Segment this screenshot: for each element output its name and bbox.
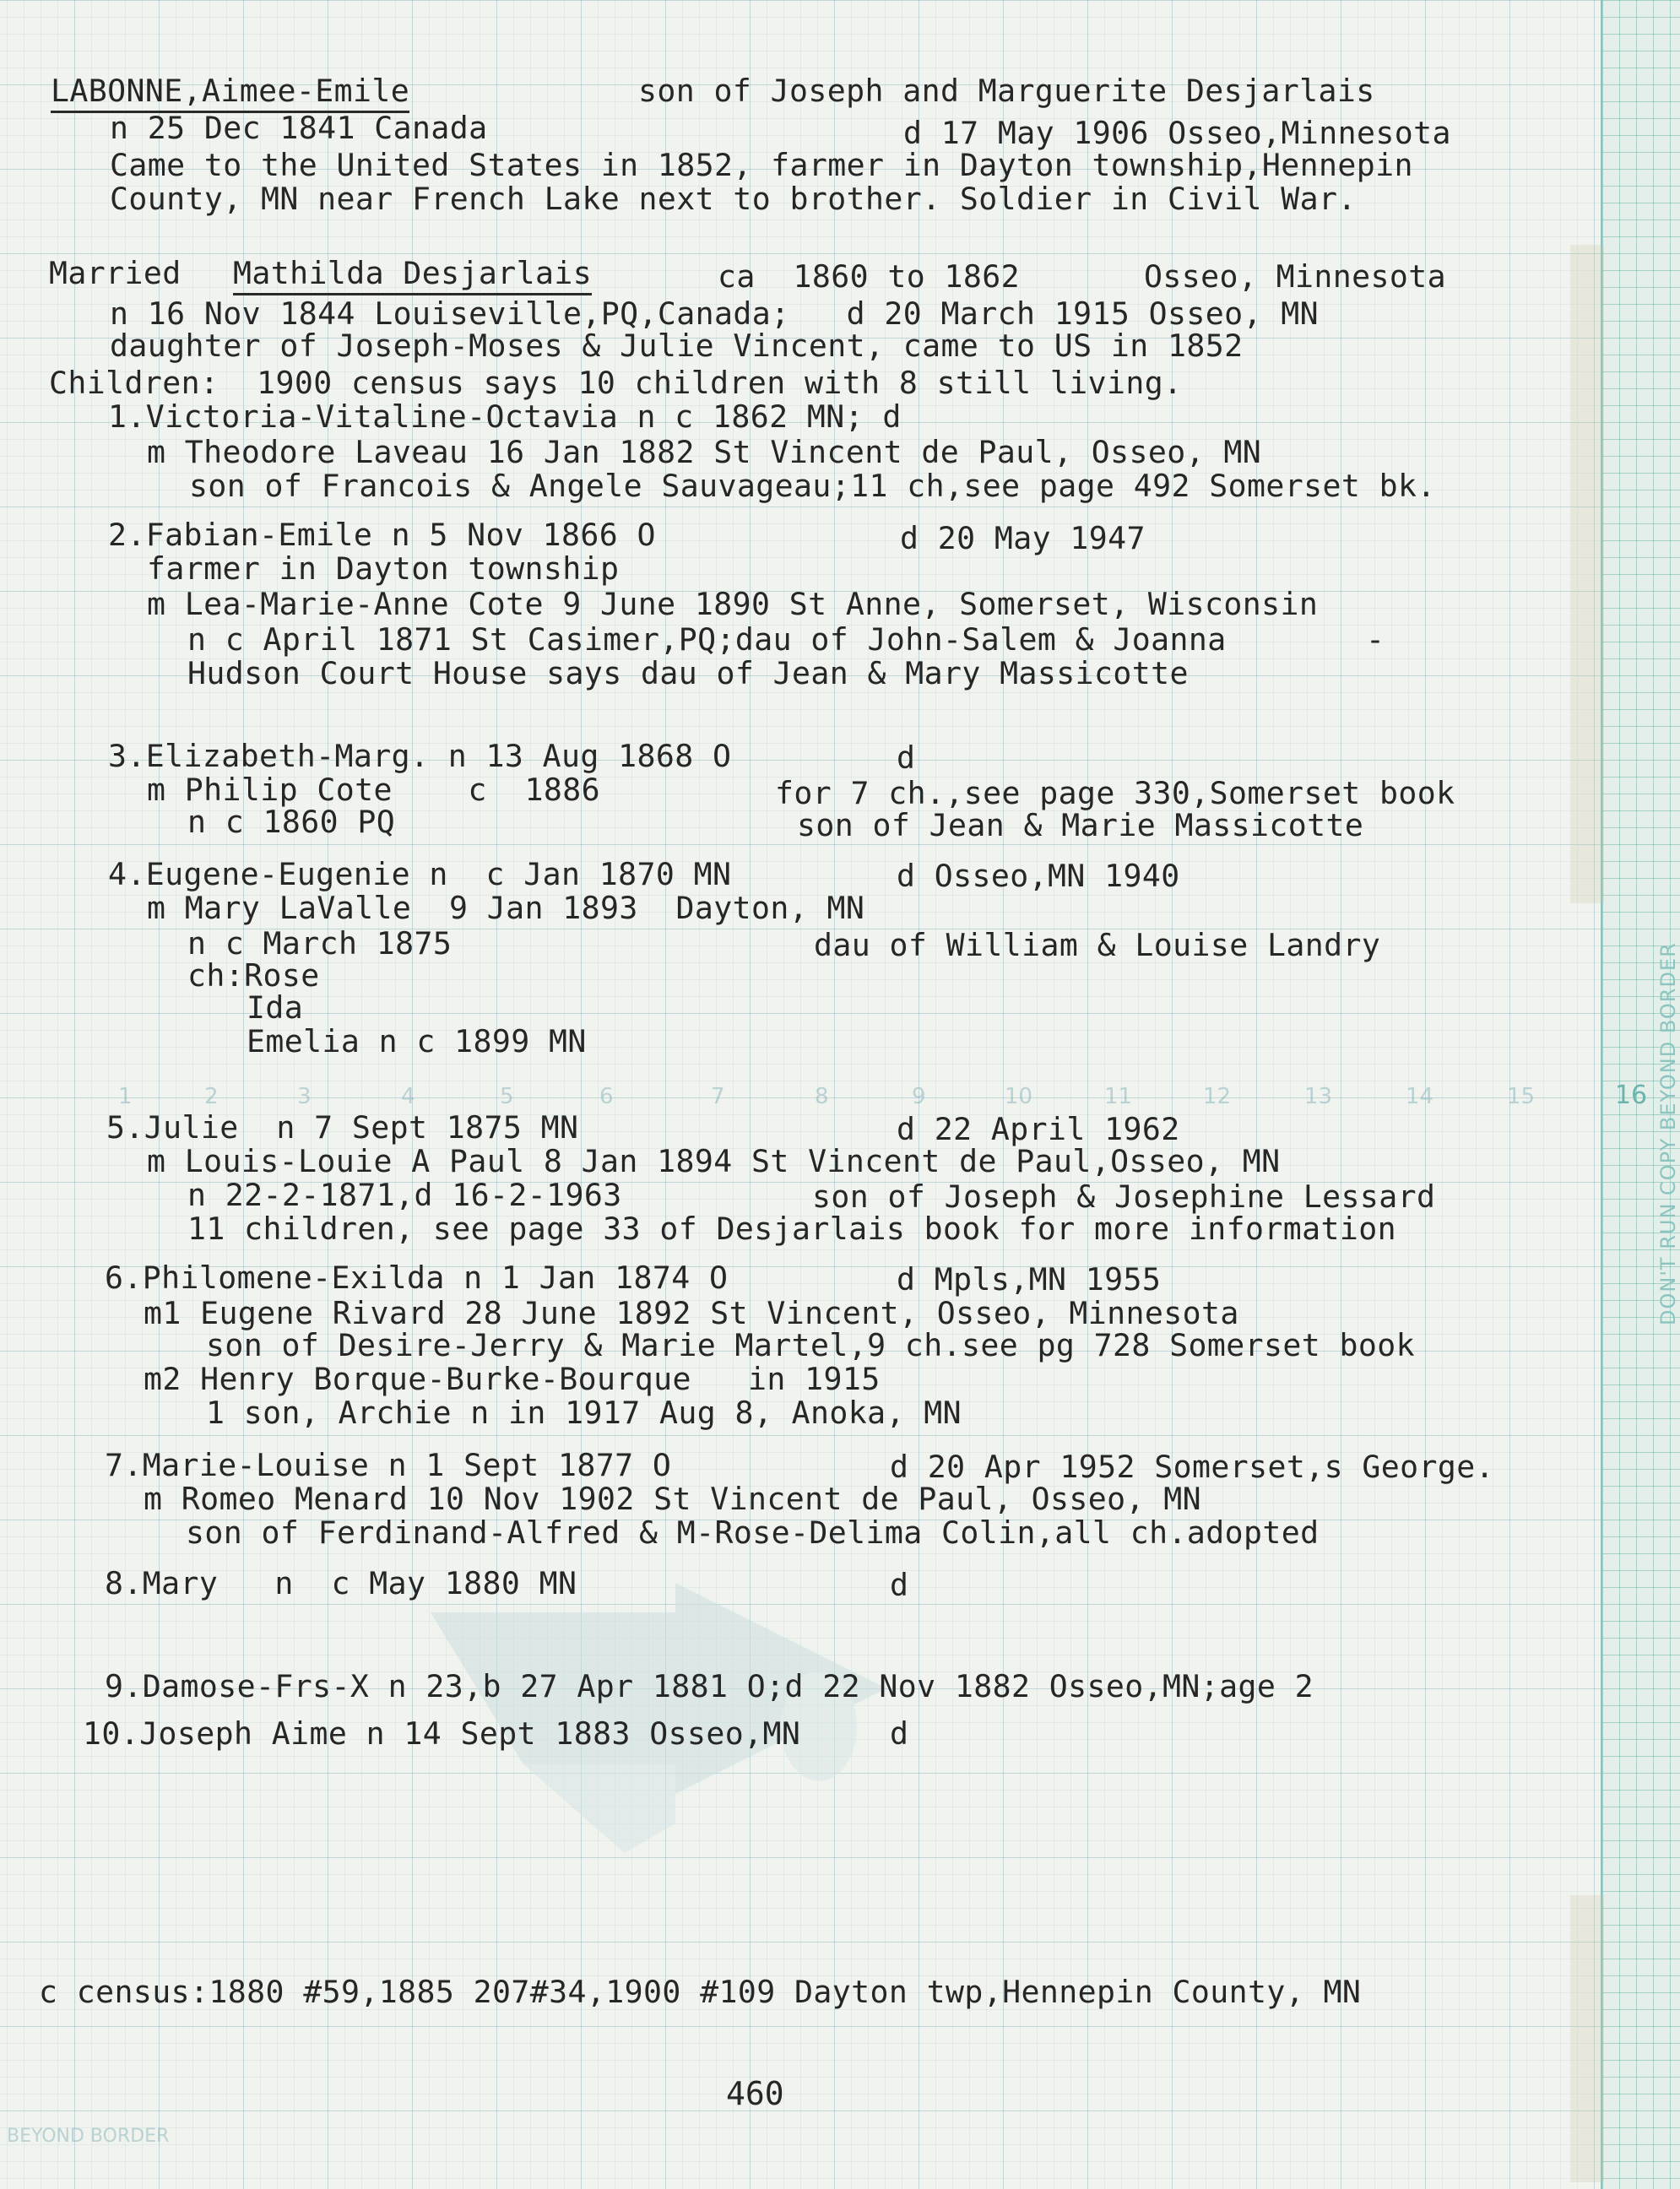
spouse-birth-death: n 16 Nov 1844 Louiseville,PQ,Canada; d 20 March 1915 Osseo, MN: [110, 295, 1319, 332]
child-entry-line: m Louis-Louie A Paul 8 Jan 1894 St Vincent de Paul,Osseo, MN: [147, 1143, 1281, 1179]
margin-shade: [1570, 1895, 1604, 2182]
child-entry-line: ch:Rose: [187, 957, 320, 994]
child-entry-line: Hudson Court House says dau of Jean & Mary Massicotte: [187, 655, 1189, 691]
child-entry-note: for 7 ch.,see page 330,Somerset book: [775, 775, 1455, 811]
ruler-number: 14: [1406, 1084, 1434, 1109]
child-entry-line: 8.Mary n c May 1880 MN: [105, 1565, 577, 1601]
child-death: d: [897, 740, 916, 776]
child-entry-line: n 22-2-1871,d 16-2-1963: [187, 1177, 622, 1213]
ruler-number: 3: [297, 1084, 312, 1109]
page-number: 460: [726, 2075, 784, 2112]
child-entry-line: 7.Marie-Louise n 1 Sept 1877 O: [105, 1447, 672, 1483]
ruler-numbers: [0, 1084, 1596, 1109]
child-entry-line: son of Desire-Jerry & Marie Martel,9 ch.see pg 728 Somerset book: [206, 1327, 1415, 1363]
child-entry-line: n c April 1871 St Casimer,PQ;dau of John-Salem & Joanna: [187, 621, 1227, 658]
ruler-number: 11: [1104, 1084, 1133, 1109]
person-parents: son of Joseph and Marguerite Desjarlais: [638, 73, 1375, 109]
ruler-number: 2: [204, 1084, 219, 1109]
ruler-number: 7: [711, 1084, 725, 1109]
child-entry-line: 4.Eugene-Eugenie n c Jan 1870 MN: [108, 856, 732, 892]
margin-warning-text: DON'T RUN COPY BEYOND BORDER: [1656, 942, 1680, 1325]
person-name: LABONNE,Aimee-Emile: [51, 73, 409, 113]
child-entry-line: n c 1860 PQ: [187, 804, 396, 840]
child-entry-line: n c March 1875: [187, 925, 453, 962]
child-entry-note: son of Jean & Marie Massicotte: [797, 807, 1364, 843]
child-entry-line: farmer in Dayton township: [147, 550, 620, 587]
marriage-label: Married: [49, 255, 182, 291]
child-entry-line: m1 Eugene Rivard 28 June 1892 St Vincent, Osseo, Minnesota: [144, 1295, 1239, 1331]
child-death: d Mpls,MN 1955: [897, 1261, 1162, 1298]
child-death: d 20 Apr 1952 Somerset,s George.: [890, 1449, 1494, 1485]
ruler-number: 8: [815, 1084, 829, 1109]
ruler-number: 9: [912, 1084, 926, 1109]
child-death: d: [890, 1715, 909, 1752]
ruler-number: 5: [500, 1084, 514, 1109]
child-entry-line: 11 children, see page 33 of Desjarlais book for more information: [187, 1211, 1396, 1247]
ruler-number: 4: [401, 1084, 415, 1109]
child-death: d 22 April 1962: [897, 1111, 1180, 1147]
marriage-date: ca 1860 to 1862: [718, 258, 1020, 295]
child-entry-line: 1 son, Archie n in 1917 Aug 8, Anoka, MN: [206, 1395, 962, 1431]
child-death: d Osseo,MN 1940: [897, 858, 1180, 894]
child-entry-line: m Mary LaValle 9 Jan 1893 Dayton, MN: [147, 890, 865, 926]
child-death: d: [890, 1567, 909, 1603]
child-entry-line: 2.Fabian-Emile n 5 Nov 1866 O: [108, 517, 656, 553]
person-bio-line: County, MN near French Lake next to brother. Soldier in Civil War.: [110, 181, 1357, 217]
person-death: d 17 May 1906 Osseo,Minnesota: [903, 115, 1451, 151]
child-entry-line: 3.Elizabeth-Marg. n 13 Aug 1868 O: [108, 738, 732, 774]
child-entry-line: son of Ferdinand-Alfred & M-Rose-Delima Colin,all ch.adopted: [186, 1514, 1320, 1551]
margin-number: 16: [1614, 1081, 1648, 1110]
ruler-number: 12: [1203, 1084, 1232, 1109]
child-entry-line: son of Francois & Angele Sauvageau;11 ch,see page 492 Somerset bk.: [189, 468, 1436, 504]
child-entry-line: m2 Henry Borque-Burke-Bourque in 1915: [144, 1361, 881, 1397]
child-entry-line: m Romeo Menard 10 Nov 1902 St Vincent de Paul, Osseo, MN: [144, 1481, 1201, 1517]
child-death: d 20 May 1947: [900, 520, 1146, 556]
child-entry-line: m Lea-Marie-Anne Cote 9 June 1890 St Anne, Somerset, Wisconsin: [147, 586, 1319, 622]
ruler-number: 10: [1005, 1084, 1033, 1109]
child-entry-note: dau of William & Louise Landry: [814, 927, 1381, 963]
census-note: c census:1880 #59,1885 207#34,1900 #109 Dayton twp,Hennepin County, MN: [39, 1974, 1362, 2010]
child-entry-mark: -: [1366, 621, 1385, 658]
person-birth: n 25 Dec 1841 Canada: [110, 110, 488, 146]
child-entry-line: 1.Victoria-Vitaline-Octavia n c 1862 MN; d: [108, 398, 902, 435]
ruler-number: 6: [599, 1084, 614, 1109]
marriage-place: Osseo, Minnesota: [1144, 258, 1446, 295]
child-entry-note: son of Joseph & Josephine Lessard: [812, 1178, 1436, 1215]
margin-bottom-text: BEYOND BORDER: [7, 2126, 170, 2147]
ruler-number: 13: [1304, 1084, 1333, 1109]
margin-shade: [1570, 245, 1604, 903]
children-header: Children: 1900 census says 10 children with 8 still living.: [49, 365, 1183, 401]
child-entry-line: 9.Damose-Frs-X n 23,b 27 Apr 1881 O;d 22 Nov 1882 Osseo,MN;age 2: [105, 1668, 1314, 1704]
spouse-parents: daughter of Joseph-Moses & Julie Vincent, came to US in 1852: [110, 328, 1244, 364]
child-entry-line: 6.Philomene-Exilda n 1 Jan 1874 O: [105, 1260, 729, 1296]
child-entry-line: m Philip Cote c 1886: [147, 772, 600, 808]
child-entry-line: Ida: [247, 989, 304, 1026]
spouse-name: Mathilda Desjarlais: [233, 255, 592, 295]
ruler-number: 1: [118, 1084, 133, 1109]
person-bio-line: Came to the United States in 1852, farmer in Dayton township,Hennepin: [110, 147, 1413, 183]
child-entry-line: 10.Joseph Aime n 14 Sept 1883 Osseo,MN: [83, 1715, 801, 1752]
ruler-number: 15: [1507, 1084, 1536, 1109]
child-entry-line: m Theodore Laveau 16 Jan 1882 St Vincent de Paul, Osseo, MN: [147, 434, 1262, 470]
child-entry-line: 5.Julie n 7 Sept 1875 MN: [106, 1109, 579, 1146]
child-entry-line: Emelia n c 1899 MN: [247, 1023, 587, 1059]
